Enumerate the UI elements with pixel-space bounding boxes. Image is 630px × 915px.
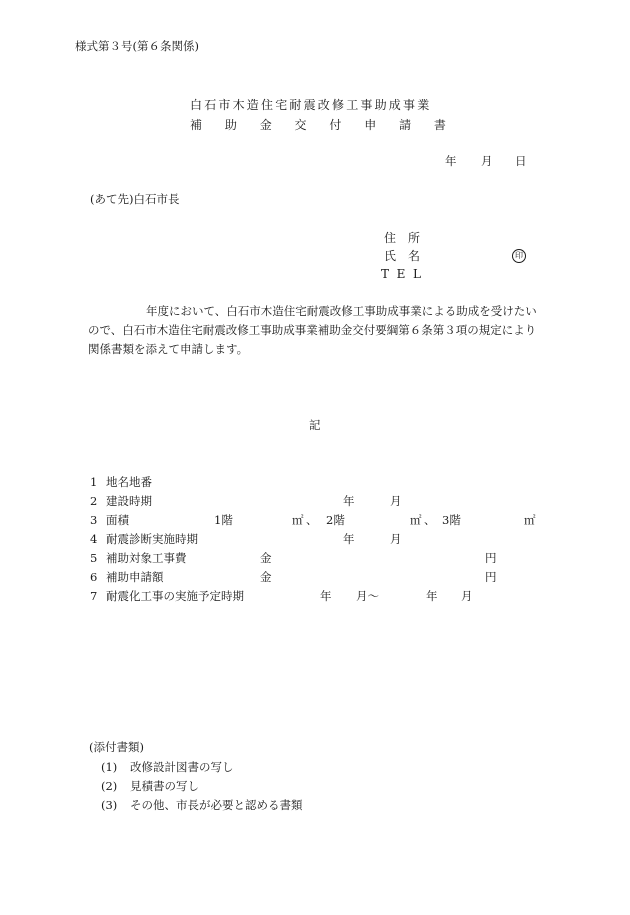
floor-1-label: 1階: [214, 513, 233, 527]
floor-3-label: 3階: [442, 513, 461, 527]
month-mark: 月: [390, 494, 402, 508]
item-number: 3: [90, 513, 98, 527]
year-mark: 年: [320, 589, 332, 603]
title-line-2: [190, 119, 446, 131]
floor-2-label: 2階: [326, 513, 345, 527]
attachment-number: (2): [101, 779, 118, 793]
date-month: 月: [481, 154, 493, 168]
yen-mark: 円: [485, 570, 497, 584]
item-label: 地名地番: [106, 475, 152, 489]
item-label: 面積: [106, 513, 129, 527]
title-char: 請: [399, 118, 412, 132]
addressee: (あて先)白石市長: [90, 192, 180, 206]
item-number: 4: [90, 532, 98, 546]
item-number: 7: [90, 589, 98, 603]
date-day: 日: [515, 154, 527, 168]
body-line-1: 年度において、白石市木造住宅耐震改修工事助成事業による助成を受けたい: [146, 304, 537, 318]
title-char: 補: [190, 118, 203, 132]
item-number: 6: [90, 570, 98, 584]
tel-label: T E L: [381, 267, 421, 281]
item-number: 2: [90, 494, 98, 508]
kin-mark: 金: [260, 570, 272, 584]
body-line-2: ので、白石市木造住宅耐震改修工事助成事業補助金交付要綱第６条第３項の規定により: [88, 323, 537, 337]
item-label: 耐震化工事の実施予定時期: [106, 589, 244, 603]
body-line-3: 関係書類を添えて申請します。: [88, 342, 249, 356]
area-unit: ㎡: [292, 513, 304, 527]
yen-mark: 円: [485, 551, 497, 565]
kin-mark: 金: [260, 551, 272, 565]
attachment-text: 見積書の写し: [130, 779, 199, 793]
ki-heading: 記: [309, 418, 321, 432]
attachment-text: 改修設計図書の写し: [130, 760, 234, 774]
seal-icon: 印: [512, 249, 526, 263]
separator: 、: [306, 513, 318, 527]
title-char: 申: [364, 118, 377, 132]
item-number: 1: [90, 475, 98, 489]
month-mark: 月: [461, 589, 473, 603]
title-char: 付: [329, 118, 342, 132]
year-mark: 年: [426, 589, 438, 603]
item-label: 補助対象工事費: [106, 551, 187, 565]
area-unit: ㎡: [410, 513, 422, 527]
item-number: 5: [90, 551, 98, 565]
attachment-number: (1): [101, 760, 118, 774]
title-line-1: 白石市木造住宅耐震改修工事助成事業: [190, 98, 432, 112]
address-label: 住 所: [384, 231, 420, 245]
item-label: 補助申請額: [106, 570, 164, 584]
month-mark: 月〜: [356, 589, 379, 603]
attachment-text: その他、市長が必要と認める書類: [130, 798, 303, 812]
year-mark: 年: [343, 532, 355, 546]
title-char: 助: [224, 118, 237, 132]
title-char: 交: [294, 118, 307, 132]
year-mark: 年: [343, 494, 355, 508]
form-number: 様式第３号(第６条関係): [75, 39, 199, 53]
title-char: 金: [259, 118, 272, 132]
title-char: 書: [433, 118, 446, 132]
attachments-heading: (添付書類): [89, 740, 144, 754]
area-unit: ㎡: [524, 513, 536, 527]
seal-mark: [512, 249, 526, 263]
item-label: 建設時期: [106, 494, 152, 508]
name-label: 氏 名: [384, 249, 420, 263]
attachment-number: (3): [101, 798, 118, 812]
month-mark: 月: [390, 532, 402, 546]
date-year: 年: [445, 154, 457, 168]
item-label: 耐震診断実施時期: [106, 532, 198, 546]
separator: 、: [424, 513, 436, 527]
